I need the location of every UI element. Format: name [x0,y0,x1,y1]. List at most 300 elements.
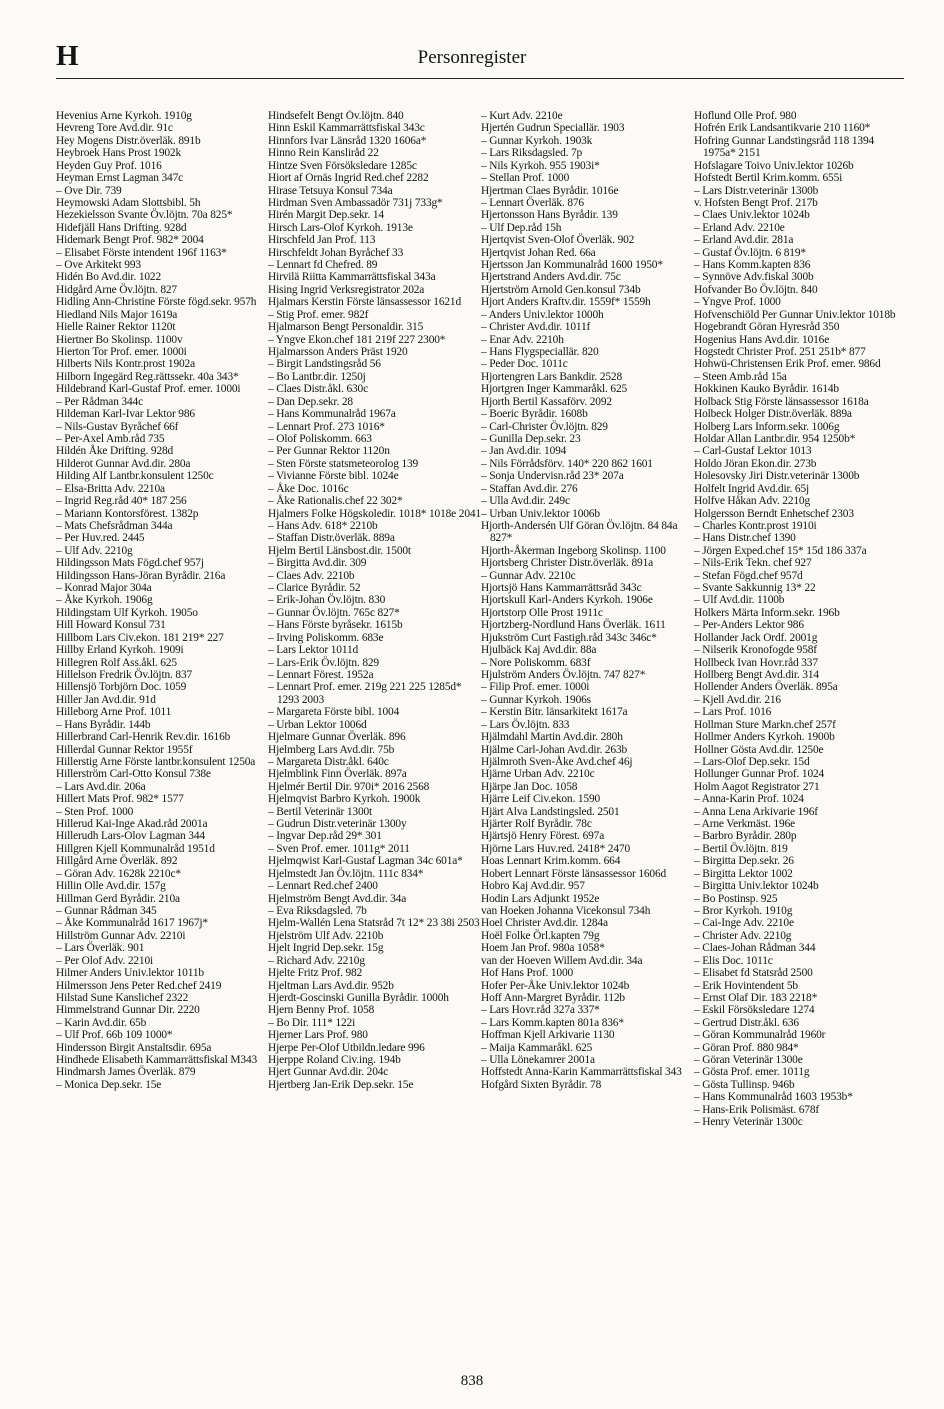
register-entry: – Kurt Adv. 2210e [481,110,563,122]
register-entry: – Åke Doc. 1016c [268,482,349,495]
register-entry: Hjelte Fritz Prof. 982 [268,967,363,980]
register-entry: Hilderot Gunnar Avd.dir. 280a [56,457,191,470]
register-entry: – Birgitta Lektor 1002 [694,867,793,880]
register-entry: Hindersson Birgit Anstaltsdir. 695a [56,1041,212,1054]
register-entry: – Claes Univ.lektor 1024b [694,209,810,222]
register-entry: Hirase Tetsuya Konsul 734a [268,184,393,197]
register-entry: Hokkinen Kauko Byrådir. 1614b [694,383,839,396]
register-entry: Hjalmers Folke Högskoledir. 1018* 1018e 2041 [268,507,481,520]
register-entry: – Christer Adv. 2210g [694,929,792,942]
register-entry: Hilmersson Jens Peter Red.chef 2419 [56,979,222,992]
register-entry: – Göran Veterinär 1300e [694,1054,803,1067]
register-entry: – Lennart Prof. 273 1016* [268,420,385,433]
register-entry: – Hans Flygspeciallär. 820 [481,346,599,359]
register-entry: Hidgård Arne Öv.löjtn. 827 [56,283,177,296]
register-entry: Hjelmare Gunnar Överläk. 896 [268,731,406,744]
register-entry: Hjertqvist Johan Red. 66a [481,246,596,259]
register-entry: – Per Olof Adv. 2210i [56,954,154,967]
register-entry: – Arne Verkmäst. 196e [694,818,796,831]
register-entry: – Lars Prof. 1016 [694,706,772,719]
register-entry: Hjeltman Lars Avd.dir. 952b [268,979,394,992]
register-entry: – Svante Sakkunnig 13* 22 [694,582,816,595]
register-entry: Holfelt Ingrid Avd.dir. 65j [694,482,810,495]
register-entry: Hoel Christer Avd.dir. 1284a [481,917,608,930]
register-entry: – Lennart Överläk. 876 [481,196,584,209]
register-entry: Hirsch Lars-Olof Kyrkoh. 1913e [268,221,413,234]
register-entry: Hey Mogens Distr.överläk. 891b [56,134,201,147]
register-entry: – Jan Avd.dir. 1094 [481,445,567,458]
register-entry: – Ulf Prof. 66b 109 1000* [56,1029,173,1042]
register-entry: – Hans Kommunalråd 1967a [268,408,396,421]
register-entry: Hollander Jack Ordf. 2001g [694,631,818,644]
register-entry: Hillerstig Arne Förste lantbr.konsulent 1250a [56,755,256,768]
page-number: 838 [460,1373,484,1389]
register-entry: Hofstedt Bertil Krim.komm. 655i [694,172,843,185]
register-entry: – Ingrid Reg.råd 40* 187 256 [56,495,187,508]
register-entry: Holkers Märta Inform.sekr. 196b [694,606,840,619]
register-entry: Hjertonsson Hans Byrådir. 139 [481,209,618,222]
register-entry: – Cai-Inge Adv. 2210e [694,917,794,930]
register-entry: Hollender Anders Överläk. 895a [694,681,838,694]
register-entry: Hjälmdahl Martin Avd.dir. 280h [481,731,623,744]
register-entry: – Åke Kyrkoh. 1906g [56,594,153,607]
register-entry: – Claes-Johan Rådman 344 [694,942,816,955]
register-entry: – Birgitta Avd.dir. 309 [268,557,367,570]
register-entry: – Margareta Distr.åkl. 640c [268,755,389,768]
register-entry: Hinno Rein Kansliråd 22 [268,147,379,160]
register-entry: – Lars Riksdagsled. 7p [481,147,583,160]
register-entry: Hjärne Urban Adv. 2210c [481,768,595,781]
register-entry: Hillström Gunnar Adv. 2210i [56,929,186,942]
register-entry: Hoas Lennart Krim.komm. 664 [481,855,621,868]
register-entry: – Peder Doc. 1011c [481,358,568,371]
register-entry: – Bertil Veterinär 1300t [268,805,373,818]
register-entry: Hildingsson Mats Fögd.chef 957j [56,557,204,570]
register-entry: – Gösta Prof. emer. 1011g [694,1066,810,1079]
register-entry: – Göran Adv. 1628k 2210c* [56,867,181,880]
register-entry: – Birgitta Univ.lektor 1024b [694,880,819,893]
register-entry: Hildingstam Ulf Kyrkoh. 1905o [56,606,198,619]
register-entry: – Lennart Förest. 1952a [268,668,374,681]
register-entry: Hjertman Claes Byrådir. 1016e [481,184,619,197]
register-entry: Hjärpe Jan Doc. 1058 [481,780,578,793]
register-entry: Hobro Kaj Avd.dir. 957 [481,880,585,893]
register-entry: Hising Ingrid Verksregistrator 202a [268,283,425,296]
register-entry: – Hans Kommunalråd 1603 1953b* [694,1091,853,1104]
register-entry: Hillgren Kjell Kommunalråd 1951d [56,842,215,855]
register-entry: Hillbom Lars Civ.ekon. 181 219* 227 [56,631,224,644]
register-entry: Hilmer Anders Univ.lektor 1011b [56,967,204,980]
register-entry: Hobert Lennart Förste länsassessor 1606d [481,867,667,880]
register-entry: Hjorth Bertil Kassaförv. 2092 [481,395,612,408]
page-letter: H [56,40,79,72]
register-entry: – Claes Distr.åkl. 630c [268,383,368,396]
register-entry: – Gunnar Kyrkoh. 1906s [481,693,591,706]
register-entry: Hoël Folke Örl.kapten 79g [481,929,600,942]
register-entry: van der Hoeven Willem Avd.dir. 34a [481,954,643,967]
register-entry: – Eva Riksdagsled. 7b [268,905,367,917]
register-entry: – Per-Anders Lektor 986 [694,619,804,632]
header-rule [56,78,904,79]
register-entry: Hindmarsh James Överläk. 879 [56,1066,196,1079]
register-entry: Hillgård Arne Överläk. 892 [56,855,178,868]
register-entry: – Hans Adv. 618* 2210b [268,519,378,532]
page-title: Personregister [417,47,527,68]
register-entry: Hodin Lars Adjunkt 1952e [481,892,600,905]
register-entry: – Per Rådman 344c [56,395,143,408]
register-entry: – Birgitta Dep.sekr. 26 [694,855,794,868]
register-entry: – Ulla Lönekamrer 2001a [481,1054,595,1067]
register-entry: Hillensjö Torbjörn Doc. 1059 [56,681,187,694]
register-entry: Holgersson Berndt Enhetschef 2303 [694,507,854,520]
register-entry: – Ernst Olaf Dir. 183 2218* [694,991,818,1004]
register-entry: – Gösta Tullinsp. 946b [694,1078,795,1091]
register-entry: Hjort Anders Kraftv.dir. 1559f* 1559h [481,296,651,309]
register-entry: Heybroek Hans Prost 1902k [56,147,182,160]
register-entry: Hezekielsson Svante Öv.löjtn. 70a 825* [56,209,233,222]
register-entry: Hjerppe Roland Civ.ing. 194b [268,1054,401,1067]
register-entry: Hollunger Gunnar Prof. 1024 [694,768,825,781]
register-entry: Hjulbäck Kaj Avd.dir. 88a [481,644,597,657]
register-entry: Hjalmarsson Anders Präst 1920 [268,346,408,359]
register-entry: Hjelmberg Lars Avd.dir. 75b [268,743,395,756]
register-entry: Hidefjäll Hans Drifting. 928d [56,221,187,234]
register-entry: – Elis Doc. 1011c [694,954,773,967]
register-entry: – Urban Univ.lektor 1006b [481,507,600,520]
register-entry: Hjern Benny Prof. 1058 [268,1004,375,1017]
register-entry: Hjorth-Andersén Ulf Göran Öv.löjtn. 84 84a 827* [481,519,678,545]
register-entry: Hollman Sture Markn.chef 257f [694,718,836,731]
register-entry: Hjertén Gudrun Speciallär. 1903 [481,122,625,135]
register-columns [56,110,908,1360]
register-entry: – Ulf Dep.råd 15h [481,221,562,234]
register-entry: Hjelm Bertil Länsbost.dir. 1500t [268,544,411,557]
register-entry: Hilleborg Arne Prof. 1011 [56,706,172,719]
register-entry: van Hoeken Johanna Vicekonsul 734h [481,905,651,917]
register-entry: – Stellan Prof. 1000 [481,172,570,185]
register-entry: Hjälmroth Sven-Åke Avd.chef 46j [481,755,633,768]
register-entry: – Nils-Gustav Byråchef 66f [56,420,179,433]
register-entry: Hillerström Carl-Otto Konsul 738e [56,768,211,781]
register-entry: – Gertrud Distr.åkl. 636 [694,1016,799,1029]
register-entry: – Lennart Red.chef 2400 [268,880,378,893]
register-entry: – Ove Arkitekt 993 [56,259,141,272]
register-entry: Hof Hans Prof. 1000 [481,967,574,980]
register-entry: Heyden Guy Prof. 1016 [56,159,162,172]
register-entry: – Elisabet Förste intendent 196f 1163* [56,246,227,259]
register-column-1 [56,110,270,1360]
register-entry: Hoff Ann-Margret Byrådir. 112b [481,991,625,1004]
register-entry: Hildingsson Hans-Jöran Byrådir. 216a [56,569,226,582]
register-entry: – Urban Lektor 1006d [268,718,367,731]
register-entry: – Staffan Avd.dir. 276 [481,482,578,495]
register-entry: – Åke Rationalis.chef 22 302* [268,495,403,508]
register-entry: Hjertstrand Anders Avd.dir. 75c [481,271,621,284]
register-entry: Hjelmqwist Karl-Gustaf Lagman 34c 601a* [268,855,463,868]
register-entry: Hofvander Bo Öv.löjtn. 840 [694,283,818,296]
register-entry: – Gunnar Öv.löjtn. 765c 827* [268,606,400,619]
register-entry: Hilberts Nils Kontr.prost 1902a [56,358,195,371]
register-entry: Hofer Per-Åke Univ.lektor 1024b [481,979,630,992]
register-entry: Holfve Håkan Adv. 2210g [694,495,811,508]
register-entry: Hjorth-Åkerman Ingeborg Skolinsp. 1100 [481,544,666,557]
register-entry: – Anna Lena Arkivarie 196f [694,805,818,818]
register-entry: – Anna-Karin Prof. 1024 [694,793,804,806]
register-entry: – Yngve Prof. 1000 [694,296,781,309]
register-entry: Hoffman Kjell Arkivarie 1130 [481,1029,615,1042]
register-entry: – Bror Kyrkoh. 1910g [694,905,793,917]
register-entry: – Sten Förste statsmeteorolog 139 [268,457,419,470]
register-entry: – Bo Postinsp. 925 [694,892,778,905]
register-entry: – Erland Avd.dir. 281a [694,234,794,247]
register-entry: – Anders Univ.lektor 1000h [481,308,604,321]
register-entry: – Stig Prof. emer. 982f [268,308,369,321]
register-entry: – Gudrun Distr.veterinär 1300y [268,818,407,831]
register-entry: Hofrén Erik Landsantikvarie 210 1160* [694,122,871,135]
register-entry: Hjertberg Jan-Erik Dep.sekr. 15e [268,1078,414,1091]
register-entry: Hjertström Arnold Gen.konsul 734b [481,283,641,296]
register-column-4 [694,110,908,1360]
register-entry: Hinnfors Ivar Länsråd 1320 1606a* [268,134,427,147]
register-entry: – Elsa-Britta Adv. 2210a [56,482,165,495]
register-entry: – Mats Chefsrådman 344a [56,519,173,532]
register-entry: Heymowski Adam Slottsbibl. 5h [56,196,201,209]
register-entry: Hevreng Tore Avd.dir. 91c [56,122,173,135]
register-entry: – Staffan Distr.överläk. 889a [268,532,395,545]
register-entry: Hjortstorp Olle Prost 1911c [481,606,603,619]
register-entry: Hildén Åke Drifting. 928d [56,445,174,458]
register-entry: – Erland Adv. 2210e [694,221,785,234]
register-entry: Hirschfeld Jan Prof. 113 [268,234,376,247]
register-entry: Hindsefelt Bengt Öv.löjtn. 840 [268,110,404,122]
register-entry: Hiort af Ornäs Ingrid Red.chef 2282 [268,172,429,185]
register-entry: Hjortengren Lars Bankdir. 2528 [481,370,623,383]
register-entry: Hoffstedt Anna-Karin Kammarrättsfiskal 343 [481,1066,682,1079]
register-entry: Hjalmarson Bengt Personaldir. 315 [268,321,424,334]
register-entry: – Steen Amb.råd 15a [694,370,787,383]
register-entry: Hielle Rainer Rektor 1120t [56,321,176,334]
register-entry: – Lars Lektor 1011d [268,644,359,657]
register-entry: – Bo Lantbr.dir. 1250j [268,370,366,383]
register-entry: Hinn Eskil Kammarrättsfiskal 343c [268,122,425,135]
register-entry: Hjerpe Per-Olof Utbildn.ledare 996 [268,1041,425,1054]
register-entry: – Dan Dep.sekr. 28 [268,395,353,408]
register-entry: – Per Huv.red. 2445 [56,532,145,545]
register-entry: Hjertsson Jan Kommunalråd 1600 1950* [481,259,663,272]
register-entry: Hjelström Ulf Adv. 2210b [268,929,384,942]
register-entry: – Lennart Prof. emer. 219g 221 225 1285d* 1293 2003 [268,681,462,706]
register-entry: Holesovsky Jiri Distr.veterinär 1300b [694,470,860,483]
register-entry: – Charles Kontr.prost 1910i [694,519,817,532]
register-entry: – Gunilla Dep.sekr. 23 [481,432,581,445]
register-entry: Hjerner Lars Prof. 980 [268,1029,368,1042]
register-entry: – Erik-Johan Öv.löjtn. 830 [268,594,386,607]
register-entry: – Barbro Byrådir. 280p [694,830,797,843]
register-entry: – Synnöve Adv.fiskal 300b [694,271,814,284]
register-entry: Hollmer Anders Kyrkoh. 1900b [694,731,835,744]
register-entry: Hjärtsjö Henry Förest. 697a [481,830,605,843]
register-entry: – Erik Hovintendent 5b [694,979,798,992]
register-entry: Hilborn Ingegärd Reg.rättssekr. 40a 343* [56,370,239,383]
register-entry: – Nore Poliskomm. 683f [481,656,591,669]
register-entry: – Mariann Kontorsförest. 1382p [56,507,199,520]
register-entry: Holdar Allan Lantbr.dir. 954 1250b* [694,432,856,445]
register-entry: – Ingvar Dep.råd 29* 301 [268,830,382,843]
register-entry: – Per Gunnar Rektor 1120n [268,445,390,458]
register-entry: Hiedland Nils Major 1619a [56,308,178,321]
register-entry: Holm Aagot Registrator 271 [694,780,820,793]
register-entry: Hogstedt Christer Prof. 251 251b* 877 [694,346,866,359]
register-entry: – Jörgen Exped.chef 15* 15d 186 337a [694,544,867,557]
register-entry: Hill Howard Konsul 731 [56,619,166,632]
register-entry: – Nilserik Kronofogde 958f [694,644,817,657]
register-entry: Hillman Gerd Byrådir. 210a [56,892,180,905]
register-entry: Hjelm-Wallén Lena Statsråd 7t 12* 23 38i 2503 [268,917,480,930]
register-entry: Hillegren Rolf Ass.åkl. 625 [56,656,177,669]
register-entry: – Konrad Major 304a [56,582,152,595]
register-entry: Hjerdt-Goscinski Gunilla Byrådir. 1000h [268,991,449,1004]
register-entry: Hillert Mats Prof. 982* 1577 [56,793,184,806]
register-entry: Hoflund Olle Prof. 980 [694,110,797,122]
register-entry: – Gunnar Rådman 345 [56,905,157,917]
register-entry: Hjärt Alva Landstingsled. 2501 [481,805,620,818]
register-entry: – Hans Distr.chef 1390 [694,532,796,545]
register-entry: Holberg Lars Inform.sekr. 1006g [694,420,840,433]
register-entry: Hindhede Elisabeth Kammarrättsfiskal M343 [56,1054,258,1067]
register-entry: – Sten Prof. 1000 [56,805,134,818]
register-entry: Hillerudh Lars-Olov Lagman 344 [56,830,205,843]
register-entry: – Clarice Byrådir. 52 [268,582,361,595]
register-entry: – Ove Dir. 739 [56,184,122,197]
register-entry: – Elisabet fd Statsråd 2500 [694,967,813,980]
register-entry: Holback Stig Förste länsassessor 1618a [694,395,869,408]
register-column-2 [268,110,482,1360]
register-entry: Hjörne Lars Huv.red. 2418* 2470 [481,842,630,855]
register-entry: – Carl-Gustaf Lektor 1013 [694,445,812,458]
register-entry: – Stefan Fögd.chef 957d [694,569,803,582]
register-entry: Hjelmström Bengt Avd.dir. 34a [268,892,407,905]
register-entry: – Claes Adv. 2210b [268,569,355,582]
register-column-3 [481,110,695,1360]
register-entry: Hilstad Sune Kanslichef 2322 [56,991,189,1004]
register-entry: – Bo Dir. 111* 122i [268,1016,356,1029]
register-entry: – Eskil Försöksledare 1274 [694,1004,815,1017]
register-entry: – Sonja Undervisn.råd 23* 207a [481,470,624,483]
register-entry: – Karin Avd.dir. 65b [56,1016,147,1029]
register-entry: – Kerstin Bitr. länsarkitekt 1617a [481,706,628,719]
register-entry: – Lars Öv.löjtn. 833 [481,718,570,731]
register-entry: – Lars-Olof Dep.sekr. 15d [694,755,810,768]
register-entry: – Lars Komm.kapten 801a 836* [481,1016,624,1029]
register-entry: Hjortsjö Hans Kammarrättsråd 343c [481,582,642,595]
register-entry: – Ulf Adv. 2210g [56,544,133,557]
register-entry: Hjortsberg Christer Distr.överläk. 891a [481,557,654,570]
register-entry: Holbeck Holger Distr.överläk. 889a [694,408,852,421]
register-entry: Hjelmqvist Barbro Kyrkoh. 1900k [268,793,421,806]
register-entry: – Carl-Christer Öv.löjtn. 829 [481,420,608,433]
register-entry: – Hans Byrådir. 144b [56,718,151,731]
register-entry: Hiertner Bo Skolinsp. 1100v [56,333,183,346]
register-entry: Hirdman Sven Ambassadör 731j 733g* [268,196,443,209]
register-entry: Hjukström Curt Fastigh.råd 343c 346c* [481,631,657,644]
register-entry: Hillelson Fredrik Öv.löjtn. 837 [56,668,193,681]
register-entry: – Boeric Byrådir. 1608b [481,408,588,421]
register-entry: Hjelmér Bertil Dir. 970i* 2016 2568 [268,780,430,793]
register-entry: – Gustaf Öv.löjtn. 6 819* [694,246,806,259]
register-entry: – Lars-Erik Öv.löjtn. 829 [268,656,379,669]
register-entry: – Birgit Landstingsråd 56 [268,358,381,371]
register-entry: Hjortskull Karl-Anders Kyrkoh. 1906e [481,594,653,607]
register-entry: Hildebrand Karl-Gustaf Prof. emer. 1000i [56,383,241,396]
register-entry: Heyman Ernst Lagman 347c [56,172,184,185]
register-entry: Hjelmblink Finn Överläk. 897a [268,768,407,781]
register-entry: – Ulf Avd.dir. 1100b [694,594,785,607]
register-entry: Hilding Alf Lantbr.konsulent 1250c [56,470,214,483]
register-entry: – Ulla Avd.dir. 249c [481,495,570,508]
register-entry: Hollner Gösta Avd.dir. 1250e [694,743,824,756]
register-entry: Hillin Olle Avd.dir. 157g [56,880,166,893]
register-entry: Hofring Gunnar Landstingsråd 118 1394 1975a* 2151 [694,134,875,160]
register-entry: Hintze Sven Försöksledare 1285c [268,159,417,172]
register-entry: – Filip Prof. emer. 1000i [481,681,590,694]
register-entry: Hevenius Arne Kyrkoh. 1910g [56,110,192,122]
register-entry: – Margareta Förste bibl. 1004 [268,706,400,719]
register-entry: – Åke Kommunalråd 1617 1967j* [56,917,208,930]
register-entry: Hjelt Ingrid Dep.sekr. 15g [268,942,384,955]
register-entry: – Lars Hovr.råd 327a 337* [481,1004,600,1017]
register-entry: Hillerdal Gunnar Rektor 1955f [56,743,193,756]
register-entry: Hirvilä Riitta Kammarrättsfiskal 343a [268,271,436,284]
register-entry: Hohwü-Christensen Erik Prof. emer. 986d [694,358,881,371]
register-entry: – Lennart fd Chefred. 89 [268,259,378,272]
register-entry: Hillby Erland Kyrkoh. 1909i [56,644,184,657]
register-entry: Hirén Margit Dep.sekr. 14 [268,209,384,222]
register-entry: Hiller Jan Avd.dir. 91d [56,693,156,706]
register-entry: Hofgård Sixten Byrådir. 78 [481,1078,602,1091]
register-entry: Hjertqvist Sven-Olof Överläk. 902 [481,234,635,247]
register-entry: – Hans-Erik Polismäst. 678f [694,1103,820,1116]
register-entry: – Olof Poliskomm. 663 [268,432,372,445]
register-entry: – Gunnar Kyrkoh. 1903k [481,134,593,147]
register-entry: Hjert Gunnar Avd.dir. 204c [268,1066,389,1079]
register-entry: Hjelmstedt Jan Öv.löjtn. 111c 834* [268,867,424,880]
register-entry: Hidling Ann-Christine Förste fögd.sekr. 957h [56,296,257,309]
register-entry: – Henry Veterinär 1300c [694,1116,803,1129]
register-entry: – Per-Axel Amb.råd 735 [56,432,165,445]
register-entry: Hildeman Karl-Ivar Lektor 986 [56,408,195,421]
register-entry: Hoem Jan Prof. 980a 1058* [481,942,605,955]
register-entry: Holdo Jöran Ekon.dir. 273b [694,457,817,470]
register-entry: Hjärre Leif Civ.ekon. 1590 [481,793,601,806]
register-entry: – Nils Kyrkoh. 955 1903i* [481,159,600,172]
register-entry: – Göran Prof. 880 984* [694,1041,799,1054]
register-entry: Hjulström Anders Öv.löjtn. 747 827* [481,668,646,681]
register-entry: – Christer Avd.dir. 1011f [481,321,591,334]
register-entry: – Yngve Ekon.chef 181 219f 227 2300* [268,333,446,346]
register-entry: Hollbeck Ivan Hovr.råd 337 [694,656,818,669]
register-entry: Hjalmars Kerstin Förste länsassessor 1621d [268,296,462,309]
register-entry: Himmelstrand Gunnar Dir. 2220 [56,1004,200,1017]
register-entry: Hofvenschiöld Per Gunnar Univ.lektor 1018b [694,308,896,321]
register-entry: – Hans Komm.kapten 836 [694,259,811,272]
register-entry: Hogenius Hans Avd.dir. 1016e [694,333,830,346]
register-entry: – Hans Förste byråsekr. 1615b [268,619,403,632]
register-entry: – Lars Distr.veterinär 1300b [694,184,819,197]
register-entry: v. Hofsten Bengt Prof. 217b [694,196,818,209]
register-entry: Hogebrandt Göran Hyresråd 350 [694,321,840,334]
register-entry: Hierton Tor Prof. emer. 1000i [56,346,187,359]
register-entry: Hjortgren Inger Kammaråkl. 625 [481,383,628,396]
